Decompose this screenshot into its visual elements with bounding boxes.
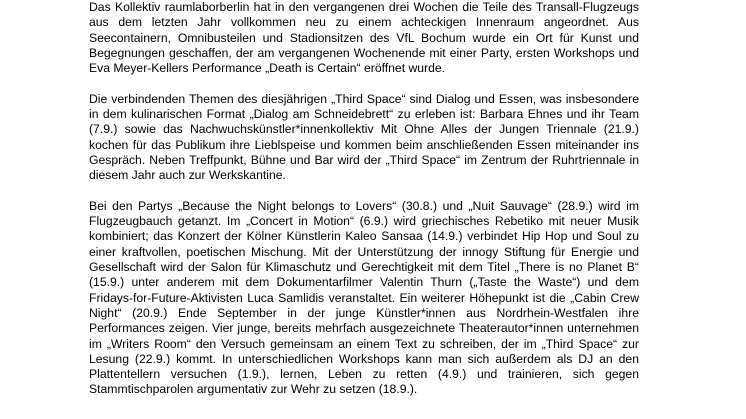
document-page bbox=[89, 0, 639, 398]
paragraph-themes: Die verbindenden Themen des diesjährigen „Third Space“ sind Dialog und Essen, was insbesondere in dem kulinarischen Format „Dialog am Schneidebrett“ zu erleben ist: Barbara Ehnes und ihr Team (7.9.) sowie das Nachwuchskünstler*innenkollektiv Mit Ohne Alles der Jungen Triennale (21.9.) kochen für das Publikum ihre Lieblspeise und kommen beim anschließenden Essen miteinander ins Gespräch. Neben Treffpunkt, Bühne und Bar wird der „Third Space“ im Zentrum der Ruhrtriennale in diesem Jahr auch zur Werkskantine. bbox=[89, 91, 639, 183]
paragraph-events: Bei den Partys „Because the Night belongs to Lovers“ (30.8.) und „Nuit Sauvage“ (28.9.) wird im Flugzeugbauch getanzt. Im „Concert in Motion“ (6.9.) wird griechisches Rebetiko mit neuer Musik kombiniert; das Konzert der Kölner Künstlerin Kaleo Sansaa (14.9.) verbindet Hip Hop und Soul zu einer kraftvollen, poetischen Mischung. Mit der Unterstützung der innogy Stiftung für Energie und Gesellschaft wird der Salon für Klimaschutz und Gerechtigkeit mit dem Titel „There is no Planet B“ (15.9.) unter anderem mit dem Dokumentarfilmer Valentin Thurn („Taste the Waste“) und dem Fridays-for-Future-Aktivisten Luca Samlidis veranstaltet. Ein weiterer Höhepunkt ist die „Cabin Crew Night“ (20.9.) Ende September in der junge Künstler*innen aus Nordrhein-Westfalen ihre Performances zeigen. Vier junge, bereits mehrfach ausgezeichnete Theaterautor*innen unternehmen im „Writers Room“ den Versuch gemeinsam an einem Text zu schreiben, der im „Third Space“ zur Lesung (22.9.) kommt. In unterschiedlichen Workshops kann man sich außerdem als DJ an den Plattentellern versuchen (1.9.), lernen, Leben zu retten (4.9.) und trainieren, sich gegen Stammtischparolen argumentativ zur Wehr zu setzen (18.9.). bbox=[89, 198, 639, 397]
paragraph-raumlabor: Das Kollektiv raumlaborberlin hat in den vergangenen drei Wochen die Teile des Transall-Flugzeugs aus dem letzten Jahr vollkommen neu zu einem achteckigen Innenraum angeordnet. Aus Seecontainern, Omnibusteilen und Stadionsitzen des VfL Bochum wurde ein Ort für Kunst und Begegnungen geschaffen, der am vergangenen Wochenende mit einer Party, ersten Workshops und Eva Meyer-Kellers Performance „Death is Certain“ eröffnet wurde. bbox=[89, 0, 639, 76]
